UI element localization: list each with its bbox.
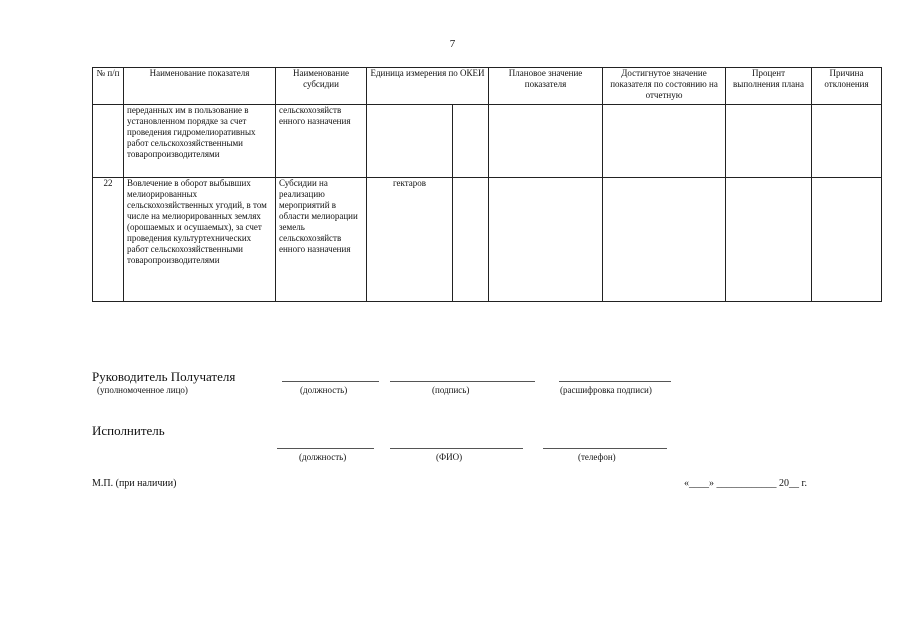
- page-number: 7: [449, 38, 456, 50]
- stamp-note: М.П. (при наличии): [92, 478, 177, 489]
- executor-phone-label: (телефон): [578, 452, 616, 462]
- table-row: [93, 105, 882, 178]
- table-row: [93, 178, 882, 302]
- head-position-label: (должность): [300, 385, 348, 395]
- header-planned: Плановое значение показателя: [489, 68, 603, 105]
- header-achieved: Достигнутое значение показателя по состоянию на отчетную: [603, 68, 726, 105]
- date-field[interactable]: «____» ____________ 20__ г.: [684, 478, 807, 489]
- head-decode-line[interactable]: [559, 381, 671, 382]
- head-position-line[interactable]: [282, 381, 379, 382]
- cell-reason: [812, 178, 882, 302]
- executor-position-label: (должность): [299, 452, 347, 462]
- cell-indicator: Вовлечение в оборот выбывших мелиорированных сельскохозяйственных угодий, в том числе на мелиорированных землях (орошаемых и осушаемых), за счет проведения культуртехнических работ сельскохозяйственными товаропроизводителями: [124, 178, 276, 302]
- cell-reason: [812, 105, 882, 178]
- cell-num: 22: [93, 178, 124, 302]
- head-signature-label: (подпись): [432, 385, 470, 395]
- header-num: № п/п: [93, 68, 124, 105]
- executor-fio-line[interactable]: [390, 448, 523, 449]
- cell-subsidy: Субсидии на реализацию мероприятий в области мелиорации земель сельскохозяйств енного назначения: [276, 178, 367, 302]
- cell-unit-code: [453, 178, 489, 302]
- header-unit: Единица измерения по ОКЕИ: [367, 68, 489, 105]
- head-decode-label: (расшифровка подписи): [560, 385, 652, 395]
- head-subtitle: (уполномоченное лицо): [97, 385, 188, 395]
- head-title: Руководитель Получателя: [92, 369, 236, 384]
- header-reason: Причина отклонения: [812, 68, 882, 105]
- cell-planned: [489, 178, 603, 302]
- cell-unit-name: [367, 105, 453, 178]
- header-subsidy: Наименование субсидии: [276, 68, 367, 105]
- cell-num: [93, 105, 124, 178]
- cell-unit-code: [453, 105, 489, 178]
- executor-phone-line[interactable]: [543, 448, 667, 449]
- cell-subsidy: сельскохозяйств енного назначения: [276, 105, 367, 178]
- cell-planned: [489, 105, 603, 178]
- cell-achieved: [603, 105, 726, 178]
- report-table: [92, 67, 882, 302]
- head-signature-line[interactable]: [390, 381, 535, 382]
- cell-unit-name: гектаров: [367, 178, 453, 302]
- cell-indicator: переданных им в пользование в установленном порядке за счет проведения гидромелиоративных работ сельскохозяйственными товаропроизводителями: [124, 105, 276, 178]
- cell-percent: [726, 105, 812, 178]
- executor-position-line[interactable]: [277, 448, 374, 449]
- cell-achieved: [603, 178, 726, 302]
- table-header-row: [93, 68, 882, 105]
- header-percent: Процент выполнения плана: [726, 68, 812, 105]
- header-indicator: Наименование показателя: [124, 68, 276, 105]
- cell-percent: [726, 178, 812, 302]
- executor-fio-label: (ФИО): [436, 452, 463, 462]
- executor-title: Исполнитель: [92, 423, 165, 438]
